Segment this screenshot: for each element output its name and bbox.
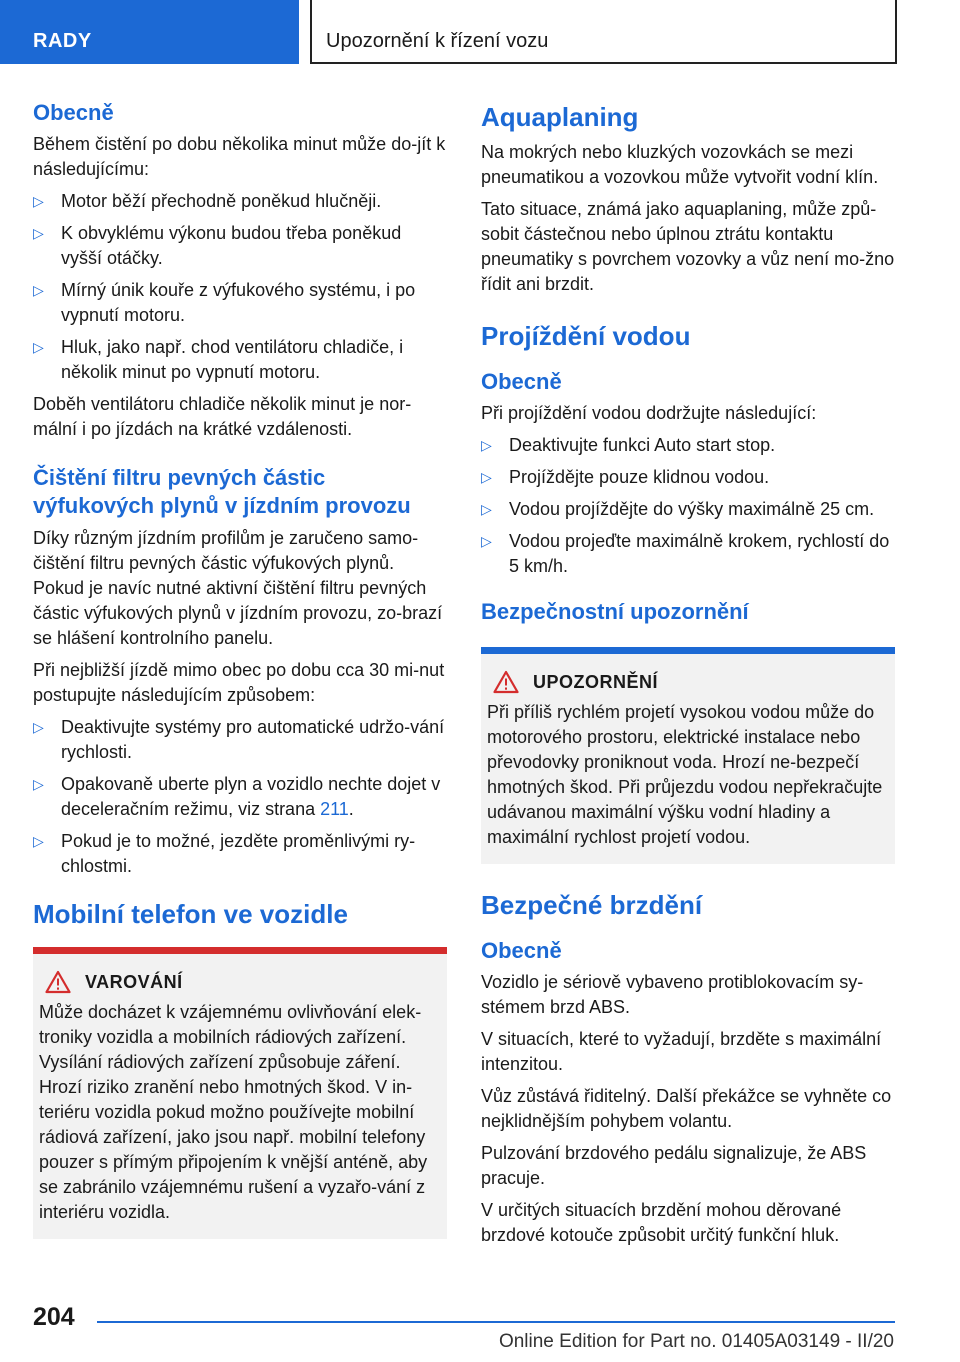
paragraph: V určitých situacích brzdění mohou děrované brzdové kotouče způsobit určitý funkční hluk. <box>481 1200 842 1245</box>
list-item: ▷ Mírný únik kouře z výfukového systému, i po vypnutí motoru. <box>33 280 416 325</box>
paragraph: Vozidlo je sériově vybaveno protiblokovacím sy‐stémem brzd ABS. <box>481 972 864 1017</box>
edition-note: Online Edition for Part no. 01405A03149 - II/20 <box>498 1331 894 1352</box>
paragraph: Při nejbližší jízdě mimo obec po dobu cca 30 mi‐nut postupujte následujícím způsobem: <box>33 660 445 705</box>
list-item: ▷ Hluk, jako např. chod ventilátoru chladiče, i několik minut po vypnutí motoru. <box>33 337 404 382</box>
warning-triangle-icon <box>45 970 71 994</box>
page-title: Upozornění k řízení vozu <box>326 30 549 52</box>
header-divider <box>310 0 312 64</box>
triangle-bullet-icon: ▷ <box>33 282 44 298</box>
bullet-list <box>481 433 895 579</box>
paragraph: Vůz zůstává řiditelný. Další překážce se vyhněte co nejklidnějším pohybem volantu. <box>481 1086 892 1131</box>
paragraph: Pulzování brzdového pedálu signalizuje, že ABS pracuje. <box>481 1143 867 1188</box>
triangle-bullet-icon: ▷ <box>33 776 44 792</box>
paragraph: Během čistění po dobu několika minut může do‐jít k následujícímu: <box>33 134 446 179</box>
section-title: Aquaplaning <box>481 102 639 132</box>
section-heading: Obecně <box>33 100 114 125</box>
section-title: Mobilní telefon ve vozidle <box>33 899 348 929</box>
triangle-bullet-icon: ▷ <box>481 437 492 453</box>
triangle-bullet-icon: ▷ <box>481 469 492 485</box>
bullet-list <box>33 715 447 879</box>
paragraph: Na mokrých nebo kluzkých vozovkách se mezi pneumatikou a vozovkou může vytvořit vodní klín. <box>481 142 879 187</box>
triangle-bullet-icon: ▷ <box>481 533 492 549</box>
list-item: ▷ Vodou projíždějte do výšky maximálně 25 cm. <box>481 497 895 522</box>
triangle-bullet-icon: ▷ <box>33 719 44 735</box>
triangle-bullet-icon: ▷ <box>33 225 44 241</box>
list-item: ▷ Vodou projeďte maximálně krokem, rychlostí do 5 km/h. <box>481 531 890 576</box>
list-item: ▷ Projíždějte pouze klidnou vodou. <box>481 465 895 490</box>
footer-divider <box>97 1321 895 1323</box>
list-item: ▷ Deaktivujte systémy pro automatické udržo‐vání rychlosti. <box>33 717 445 762</box>
paragraph: Doběh ventilátoru chladiče několik minut je nor‐mální i po jízdách na krátké vzdálenosti. <box>33 394 412 439</box>
paragraph: Tato situace, známá jako aquaplaning, může způ‐sobit částečnou nebo úplnou ztrátu kontaktu pneumatiky s povrchem vozovky a vůz není mo‐žno řídit ani brzdit. <box>481 199 895 294</box>
triangle-bullet-icon: ▷ <box>33 833 44 849</box>
section-title: Bezpečné brzdění <box>481 890 703 920</box>
warning-text: Může docházet k vzájemnému ovlivňování elek‐troniky vozidla a mobilních rádiových zařízení. Vysílání rádiových zařízení způsobuje záření. Hrozí riziko zranění nebo hmotných škod. V in‐teriéru vozidla pokud možno používejte mobilní rádiová zařízení, jako jsou např. mobilní telefony pouzer s přímým připojením k vnější anténě, aby se zabránilo vzájemnému rušení a vyzařo‐vání z interiéru vozidla. <box>39 1002 428 1222</box>
triangle-bullet-icon: ▷ <box>33 339 44 355</box>
warning-title: VAROVÁNÍ <box>85 971 183 992</box>
list-item: ▷ K obvyklému výkonu budou třeba poněkud vyšší otáčky. <box>33 223 402 268</box>
caution-title: UPOZORNĚNÍ <box>533 671 659 692</box>
section-tab <box>0 0 299 64</box>
section-heading: Obecně <box>481 369 562 394</box>
bullet-list <box>33 189 447 385</box>
warning-triangle-icon <box>493 670 519 694</box>
paragraph: Díky různým jízdním profilům je zaručeno samo‐čištění filtru pevných částic výfukových plynů. Pokud je navíc nutné aktivní čištění filtru pevných částic výfukových plynů v jízdním provozu, zo‐brazí se hlášení kontrolního panelu. <box>33 528 443 648</box>
left-column <box>33 100 447 1245</box>
header-underline <box>310 62 896 64</box>
paragraph: V situacích, které to vyžadují, brzděte s maximální intenzitou. <box>481 1029 882 1074</box>
list-item: ▷ Motor běží přechodně poněkud hlučněji. <box>33 189 447 214</box>
triangle-bullet-icon: ▷ <box>33 193 44 209</box>
section-title: Projíždění vodou <box>481 321 691 351</box>
warning-box <box>33 947 447 1239</box>
section-heading: Bezpečnostní upozornění <box>481 599 749 624</box>
section-heading: Obecně <box>481 938 562 963</box>
section-heading: Čištění filtru pevných částic výfukových plynů v jízdním provozu <box>33 465 411 518</box>
list-item: ▷ Deaktivujte funkci Auto start stop. <box>481 433 895 458</box>
paragraph: Při projíždění vodou dodržujte následující: <box>481 403 817 423</box>
header-right-border <box>895 0 897 64</box>
triangle-bullet-icon: ▷ <box>481 501 492 517</box>
right-column <box>481 102 895 1255</box>
list-item: ▷ Pokud je to možné, jezděte proměnlivými ry‐chlostmi. <box>33 831 416 876</box>
page-link[interactable]: 211 <box>320 799 349 819</box>
section-label: RADY <box>33 30 92 52</box>
caution-box <box>481 647 895 864</box>
list-item: ▷ Opakovaně uberte plyn a vozidlo nechte dojet v deceleračním režimu, viz strana 211. <box>33 774 441 819</box>
page-number: 204 <box>33 1303 75 1331</box>
caution-text: Při příliš rychlém projetí vysokou vodou může do motorového prostoru, elektrické instalace nebo převodovky proniknout voda. Hrozí ne‐bezpečí hmotných škod. Při průjezdu vodou nepřekračujte udávanou maximální výšku vodní hladiny a maximální rychlost projetí vodou. <box>487 702 883 847</box>
